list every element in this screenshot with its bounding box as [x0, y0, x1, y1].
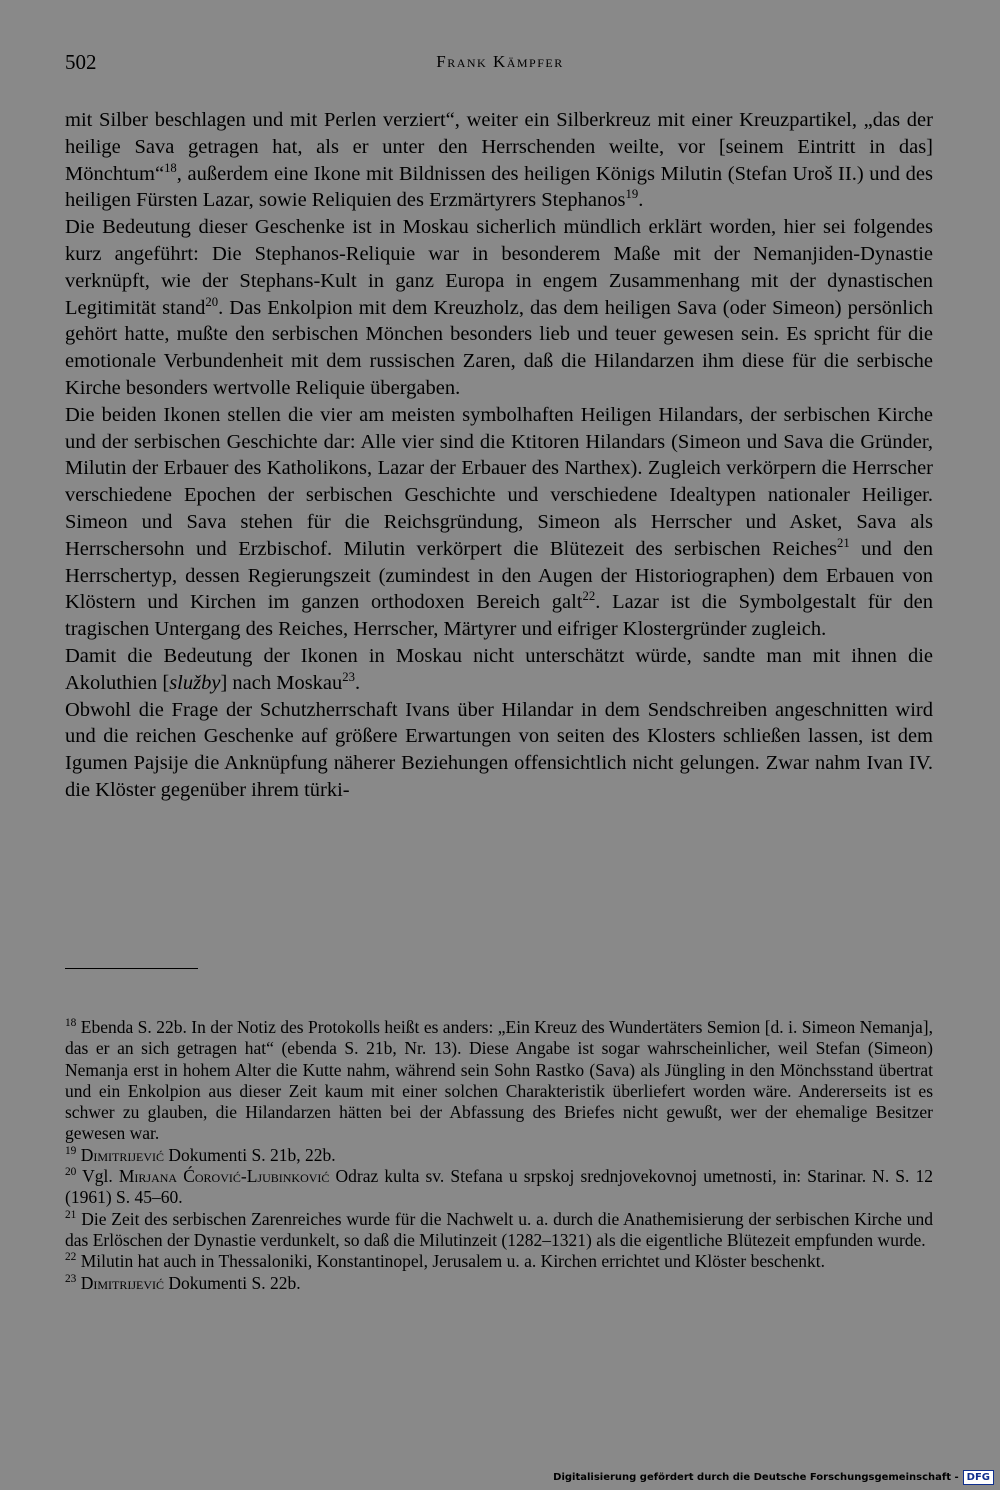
text-run: und den Herrschertyp, dessen Regierungszeit (zumindest in den Augen der Historiographen) dem Erbauen von Klöstern und Kirchen im ganzen orthodoxen Bereich galt: [65, 537, 933, 614]
footnote-text: Ebenda S. 22b. In der Notiz des Protokolls heißt es anders: „Ein Kreuz des Wundertäters Semion [d. i. Simeon Nemanja], das er an sich getragen hat“ (ebenda S. 21b, Nr. 13). Diese Angabe ist sogar wahrscheinlicher, weil Stefan (Simeon) Nemanja erst in hohem Alter die Kutte nahm, während sein Sohn Rastko (Sava) als Jüngling in den Mönchsstand übertrat und ein Enkolpion aus dieser Zeit kaum mit einer solchen Charakteristik überliefert worden wäre. Andererseits ist es schwer zu glauben, die Hilandarzen hätten bei der Abfassung des Briefes nicht gewußt, wer der ehemalige Besitzer gewesen war.: [65, 1017, 933, 1144]
paragraph-2: [65, 214, 933, 402]
footnote-ref-23: 23: [342, 669, 355, 684]
footnote-ref-22: 22: [582, 589, 596, 604]
footnote-text: Vgl.: [76, 1166, 119, 1187]
footnote-rule: [65, 968, 198, 969]
footnote-19: [65, 1145, 933, 1166]
digitization-credit-bar: [553, 1470, 994, 1485]
dfg-logo-icon[interactable]: DFG: [963, 1470, 994, 1485]
footnote-text: Odraz kulta sv. Stefana u srpskoj srednjovekovnoj umetnosti, in: Starinar. N. S. 12 (1961) S. 45–60.: [65, 1166, 934, 1208]
text-run: mit Silber beschlagen und mit Perlen verziert“, weiter ein Silberkreuz mit einer Kreuzpartikel, „das der heilige Sava getragen hat, als er unter den Herrschenden weilte, vor [seinem Eintritt in das] Mönchtum“: [65, 109, 933, 185]
footnote-text: Dokumenti S. 22b.: [164, 1272, 301, 1293]
footnote-author: Dimitrijević: [76, 1144, 165, 1165]
page-header: [65, 50, 935, 80]
footnote-number: 21: [65, 1208, 77, 1221]
text-run: .: [638, 189, 644, 212]
footnote-ref-18: 18: [164, 160, 177, 175]
footnote-18: [65, 1017, 933, 1145]
running-head: Frank Kämpfer: [436, 52, 564, 71]
footnote-text: Dokumenti S. 21b, 22b.: [164, 1144, 336, 1165]
text-run: , außerdem eine Ikone mit Bildnissen des heiligen Königs Milutin (Stefan Uroš II.) und des heiligen Fürsten Lazar, sowie Reliquien des Erzmärtyrers Stephanos: [65, 162, 933, 212]
footnotes: [65, 1017, 933, 1294]
page-number: 502: [65, 50, 97, 74]
text-run: Die beiden Ikonen stellen die vier am meisten symbolhaften Heiligen Hilandars, der serbischen Kirche und der serbischen Geschichte dar: Alle vier sind die Ktitoren Hilandars (Simeon und Sava die Gründer, Milutin der Erbauer des Katholikons, Lazar der Erbauer des Narthex). Zugleich verkörpern die Herrscher verschiedene Epochen der serbischen Geschichte und verschiedene Idealtypen nationaler Heiliger. Simeon und Sava stehen für die Reichsgründung, Simeon als Herrscher und Asket, Sava als Herrschersohn und Erzbischof. Milutin verkörpert die Blütezeit des serbischen Reiches: [65, 403, 933, 560]
footnote-21: [65, 1209, 933, 1252]
paragraph-1: [65, 107, 933, 214]
footnote-20: [65, 1166, 933, 1209]
text-run: . Lazar ist die Symbolgestalt für den tragischen Untergang des Reiches, Herrscher, Märtyrer und eifriger Klostergründer zugleich.: [65, 591, 933, 641]
footnote-22: [65, 1251, 933, 1272]
text-run: Damit die Bedeutung der Ikonen in Moskau nicht unterschätzt würde, sandte man mit ihnen die Akoluthien [: [65, 644, 933, 694]
paragraph-4: [65, 643, 933, 697]
footnote-ref-20: 20: [205, 294, 219, 309]
text-run: Die Bedeutung dieser Geschenke ist in Moskau sicherlich mündlich erklärt worden, hier sei folgendes kurz angeführt: Die Stephanos-Reliquie war in besonderem Maße mit der Nemanjiden-Dynastie verknüpft, wie der Stephans-Kult in ganz Europa in engem Zusammenhang mit der dynastischen Legitimität stand: [65, 216, 933, 319]
digitization-credit: Digitalisierung gefördert durch die Deutsche Forschungsgemeinschaft -: [553, 1472, 959, 1483]
footnote-ref-21: 21: [837, 535, 850, 550]
body-text: [65, 107, 933, 804]
paragraph-5: Obwohl die Frage der Schutzherrschaft Ivans über Hilandar in dem Sendschreiben angeschnitten wird und die reichen Geschenke auf größere Erwartungen von seiten des Klosters schließen lassen, ist dem Igumen Pajsije die Anknüpfung näherer Beziehungen offensichtlich nicht gelungen. Zwar nahm Ivan IV. die Klöster gegenüber ihrem türki-: [65, 698, 933, 801]
footnote-ref-19: 19: [625, 187, 639, 202]
italic-term: služby: [169, 671, 221, 694]
footnote-number: 18: [65, 1017, 77, 1030]
text-run: .: [355, 671, 361, 694]
footnote-number: 20: [65, 1166, 77, 1179]
footnote-text: Die Zeit des serbischen Zarenreiches wurde für die Nachwelt u. a. durch die Anathemisierung der serbischen Kirche und das Erlöschen der Dynastie verdunkelt, so daß die Milutinzeit (1282–1321) als die eigentliche Blütezeit empfunden wurde.: [65, 1208, 933, 1250]
footnote-number: 19: [65, 1144, 77, 1157]
footnote-author: Dimitrijević: [76, 1272, 165, 1293]
text-run: ] nach Moskau: [220, 671, 343, 694]
paragraph-3: [65, 402, 933, 643]
text-run: . Das Enkolpion mit dem Kreuzholz, das dem heiligen Sava (oder Simeon) persönlich gehört hatte, mußte den serbischen Mönchen besonders lieb und teuer gewesen sein. Es spricht für die emotionale Verbundenheit mit dem russischen Zaren, daß die Hilandarzen ihm diese für die serbische Kirche besonders wertvolle Reliquie übergaben.: [65, 296, 933, 399]
footnote-author: Mirjana Ćorović-Ljubinković: [118, 1166, 330, 1187]
footnote-number: 23: [65, 1272, 77, 1285]
footnote-text: Milutin hat auch in Thessaloniki, Konstantinopel, Jerusalem u. a. Kirchen errichtet und Klöster beschenkt.: [76, 1251, 825, 1272]
footnote-number: 22: [65, 1251, 77, 1264]
footnote-23: [65, 1273, 933, 1294]
